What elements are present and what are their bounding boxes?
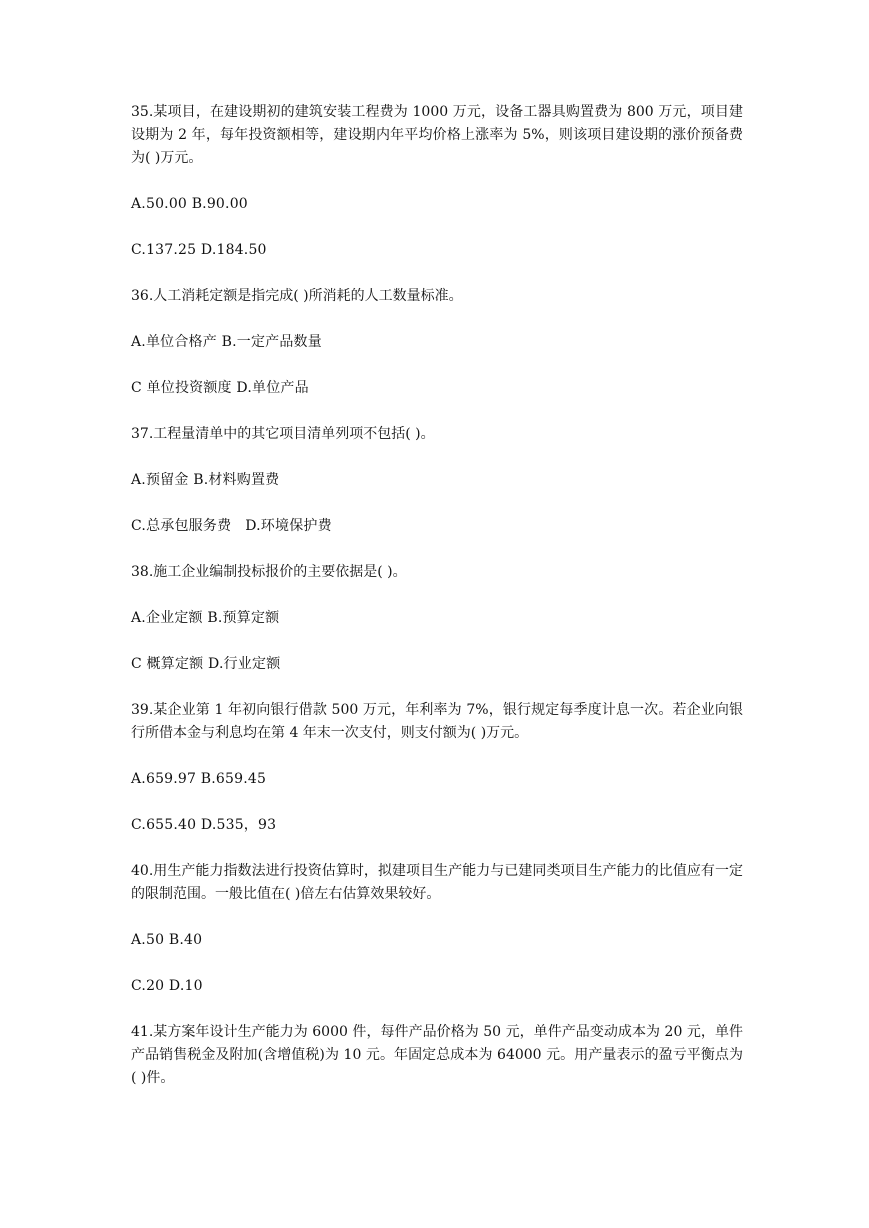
options-40-row-2: C.20 D.10	[131, 978, 203, 994]
options-35-row-1: A.50.00 B.90.00	[131, 196, 248, 212]
options-37-row-1: A.预留金 B.材料购置费	[131, 472, 280, 488]
options-35-row-2: C.137.25 D.184.50	[131, 242, 267, 258]
options-40-row-1: A.50 B.40	[131, 932, 203, 948]
options-39-row-1: A.659.97 B.659.45	[131, 771, 267, 787]
question-39: 39.某企业第 1 年初向银行借款 500 万元，年利率为 7%，银行规定每季度计息一次。若企业向银行所借本金与利息均在第 4 年末一次支付，则支付额为( )万元。	[131, 702, 743, 741]
options-36-row-2: C 单位投资额度 D.单位产品	[131, 380, 309, 396]
question-41: 41.某方案年设计生产能力为 6000 件，每件产品价格为 50 元，单件产品变动成本为 20 元，单件产品销售税金及附加(含增值税)为 10 元。年固定总成本为 64000 元。用产量表示的盈亏平衡点为( )件。	[131, 1024, 743, 1086]
question-list	[131, 101, 743, 1113]
options-36-row-1: A.单位合格产 B.一定产品数量	[131, 334, 322, 350]
options-38-row-2: C 概算定额 D.行业定额	[131, 656, 281, 672]
question-37: 37.工程量清单中的其它项目清单列项不包括( )。	[131, 426, 435, 442]
question-35: 35.某项目，在建设期初的建筑安装工程费为 1000 万元，设备工器具购置费为 800 万元，项目建设期为 2 年，每年投资额相等，建设期内年平均价格上涨率为 5%，则该项目建设期的涨价预备费为( )万元。	[131, 104, 743, 166]
question-36: 36.人工消耗定额是指完成( )所消耗的人工数量标准。	[131, 288, 463, 304]
options-38-row-1: A.企业定额 B.预算定额	[131, 610, 280, 626]
options-37-row-2: C.总承包服务费 D.环境保护费	[131, 518, 332, 534]
options-39-row-2: C.655.40 D.535，93	[131, 817, 277, 833]
question-40: 40.用生产能力指数法进行投资估算时，拟建项目生产能力与已建同类项目生产能力的比值应有一定的限制范围。一般比值在( )倍左右估算效果较好。	[131, 863, 743, 902]
question-38: 38.施工企业编制投标报价的主要依据是( )。	[131, 564, 407, 580]
